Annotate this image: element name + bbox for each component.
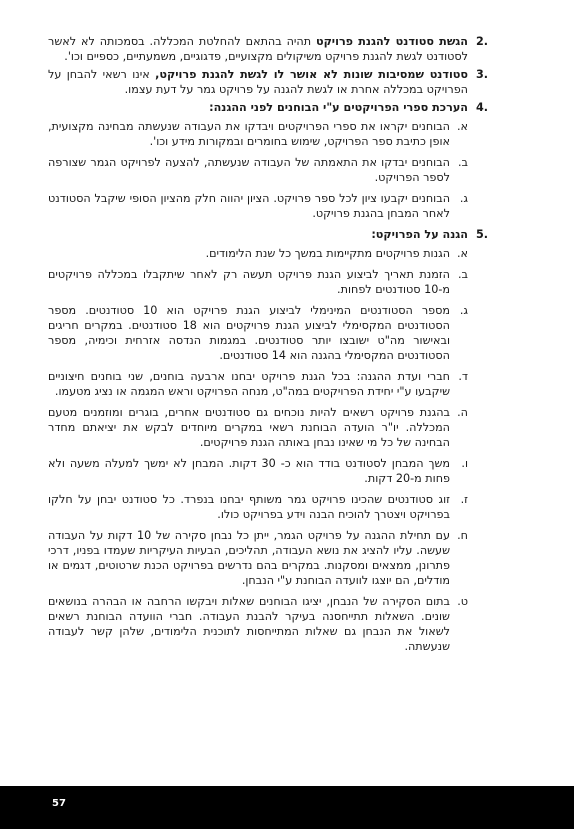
section-heading: הערכת ספרי הפרויקטים ע"י הבוחנים לפני ההגנה:: [209, 101, 468, 114]
section-4: [48, 100, 488, 221]
document-body: [48, 34, 488, 660]
list-item: [48, 594, 468, 654]
list-letter: ב.: [457, 156, 468, 169]
list-text: משך המבחן לסטודנט בודד הוא כ- 30 דקות. המבחן לא ימשך למעלה משעה ולא פחות מ-20 דקות.: [48, 457, 450, 485]
section-number: .3: [475, 68, 488, 81]
list-text: חברי ועדת ההגנה: בכל הגנת פרויקט יבחנו ארבעה בוחנים, שני בוחנים חיצוניים שיקבעו ע"י יחידת הפרויקטים במה"ט, מנחה הפרויקט וראש המגמה או נציג מטעמו.: [48, 370, 450, 398]
list-text: מספר הסטודנטים המינימלי לביצוע הגנת פרויקט הוא 10 סטודנטים. מספר הסטודנטים המקסימלי לביצוע הגנת פרויקטים הוא 18 סטודנטים. במקרים חריגים ובאישור מה"ט ישובצו יותר סטודנטים. במגמות הנדסה אזרחית וכימיה, מספר הסטודנטים המקסימלי בהגנה הוא 14 סטודנטים.: [48, 304, 450, 362]
list-text: עם תחילת ההגנה על פרויקט הגמר, ייתן כל נבחן סקירה של 10 דקות על העבודה שעשה. עליו להציג את נושא העבודה, תהליכים, הבעיות העיקריות שעמדו בפניו, דרכי פתרונן, ממצאים ומסקנות. במקרים בהם נדרשים בפרויקט הכנת שרטוטים, דגמים או מודלים, הם יוצגו לוועדה הבוחנת ע"י הנבחן.: [48, 529, 450, 587]
list-item: [48, 369, 468, 399]
list-item: [48, 191, 468, 221]
list-text: הזמנת תאריך לביצוע הגנת פרויקט תעשה רק לאחר שיתקבלו במכללה פרויקטים מ-10 סטודנטים לפחות.: [48, 268, 450, 296]
list-letter: ט.: [457, 595, 468, 608]
page-footer: [0, 786, 574, 829]
list-item: [48, 492, 468, 522]
list-item: [48, 246, 468, 261]
list-letter: ב.: [457, 268, 468, 281]
section-text: אינו רשאי להבחן על הפרויקט במכללה אחרת או לגשת להגנה על פרויקט גמר על דעת עצמו.: [48, 68, 468, 96]
list-letter: ג.: [459, 304, 468, 317]
list-item: [48, 267, 468, 297]
list-letter: ו.: [461, 457, 468, 470]
list-text: הבוחנים יקבעו ציון לכל ספר פרויקט. הציון יהווה חלק מהציון הסופי שיקבל הסטודנט לאחר המבחן בהגנת פרויקט.: [48, 192, 450, 220]
section-heading: הגנה על הפרויקט:: [371, 228, 468, 241]
list-item: [48, 528, 468, 588]
list-letter: ד.: [458, 370, 468, 383]
section-3: [48, 67, 488, 97]
list-letter: א.: [456, 247, 468, 260]
list-item: [48, 456, 468, 486]
list-letter: ז.: [460, 493, 468, 506]
list-text: הגנות פרויקטים מתקיימות במשך כל שנת הלימודים.: [205, 247, 450, 260]
list-text: הבוחנים יבדקו את התאמתה של העבודה שנעשתה, להצעה לפרויקט הגמר שצורפה לספר הפרויקט.: [48, 156, 450, 184]
list-text: הבוחנים יקראו את ספרי הפרויקטים ויבדקו את העבודה שנעשתה מבחינה מקצועית, אופן כתיבת ספר הפרויקט, שימוש בחומרים ובמקורות מידע וכו'.: [48, 120, 450, 148]
subitem-list: [48, 119, 468, 221]
list-item: [48, 303, 468, 363]
section-number: .5: [475, 228, 488, 241]
list-letter: א.: [456, 120, 468, 133]
list-text: זוג סטודנטים שהכינו פרויקט גמר משותף יבחנו בנפרד. כל סטודנט יבחן על חלקו בפרויקט ויצטרך להוכיח הבנה וידע בפרויקט כולו.: [48, 493, 450, 521]
section-number: .4: [475, 101, 488, 114]
subitem-list: [48, 246, 468, 654]
section-text: תהיה בהתאם להחלטת המכללה. בסמכותה לא לאשר לסטודנט לגשת להגנת פרויקט משיקולים מקצועיים, פדגוגיים, משמעתיים, כספיים וכו'.: [48, 35, 468, 63]
list-letter: ה.: [457, 406, 468, 419]
list-text: בהגנת פרויקט רשאים להיות נוכחים גם סטודנטים אחרים, בוגרים ומוזמנים מטעם המכללה. יו"ר הועדה הבוחנת רשאי במקרים מיוחדים לבקש את יציאתם מחדר הבחינה של כל מי שאינו נבחן באותה הגנת פרויקטים.: [48, 406, 450, 449]
list-item: [48, 119, 468, 149]
list-letter: ח.: [457, 529, 468, 542]
list-text: בתום הסקירה של הנבחן, יציגו הבוחנים שאלות ויבקשו הרחבה או הבהרה בנושאים שונים. השאלות תתייחסנה בעיקר להבנת העבודה. חברי הוועדה הבוחנת רשאים לשאול את הנבחן גם שאלות המתייחסות לתוכנית הלימודים, שלהן קשר לעבודה שנעשתה.: [48, 595, 450, 653]
page-number: 57: [52, 798, 66, 809]
list-letter: ג.: [459, 192, 468, 205]
section-number: .2: [475, 35, 488, 48]
section-2: [48, 34, 488, 64]
section-5: [48, 227, 488, 654]
list-item: [48, 155, 468, 185]
section-lead: הגשת סטודנט להגנת פרויקט: [315, 35, 468, 48]
list-item: [48, 405, 468, 450]
section-lead: סטודנט שמסיבות שונות לא אושר לו לגשת להגנת פרויקט,: [155, 68, 468, 81]
